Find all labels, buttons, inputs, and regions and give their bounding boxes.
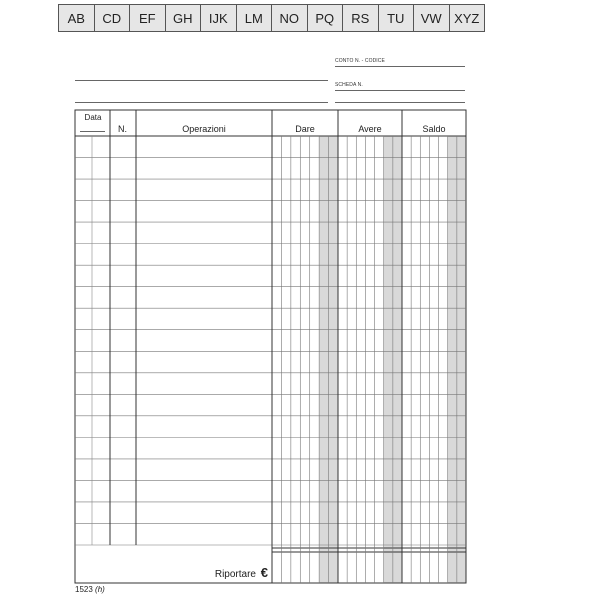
- index-tab-no[interactable]: NO: [272, 5, 308, 31]
- index-tab-ijk[interactable]: IJK: [201, 5, 237, 31]
- scheda-label: SCHEDA N.: [335, 82, 363, 88]
- col-header-data: Data: [84, 113, 102, 122]
- euro-symbol: €: [260, 565, 268, 580]
- col-header-avere: Avere: [358, 124, 382, 134]
- index-tab-gh[interactable]: GH: [166, 5, 202, 31]
- riportare-label: Riportare: [214, 569, 256, 580]
- table-border: [75, 110, 466, 583]
- data-underline: [80, 131, 105, 132]
- index-tab-rs[interactable]: RS: [343, 5, 379, 31]
- form-code-variant: (h): [95, 585, 105, 594]
- index-tab-pq[interactable]: PQ: [308, 5, 344, 31]
- index-tab-cd[interactable]: CD: [95, 5, 131, 31]
- form-code: [75, 585, 105, 594]
- col-header-numero: N.: [118, 124, 127, 134]
- col-header-saldo: Saldo: [422, 124, 446, 134]
- conto-label: CONTO N. - CODICE: [335, 58, 385, 64]
- index-tab-lm[interactable]: LM: [237, 5, 273, 31]
- index-tab-ab[interactable]: AB: [58, 5, 95, 31]
- col-header-dare: Dare: [295, 124, 315, 134]
- index-tab-ef[interactable]: EF: [130, 5, 166, 31]
- index-tab-xyz[interactable]: XYZ: [450, 5, 486, 31]
- index-tab-vw[interactable]: VW: [414, 5, 450, 31]
- footer-riportare: [200, 565, 268, 580]
- index-tab-tu[interactable]: TU: [379, 5, 415, 31]
- col-header-operazioni: Operazioni: [182, 124, 226, 134]
- form-code-number: 1523: [75, 585, 93, 594]
